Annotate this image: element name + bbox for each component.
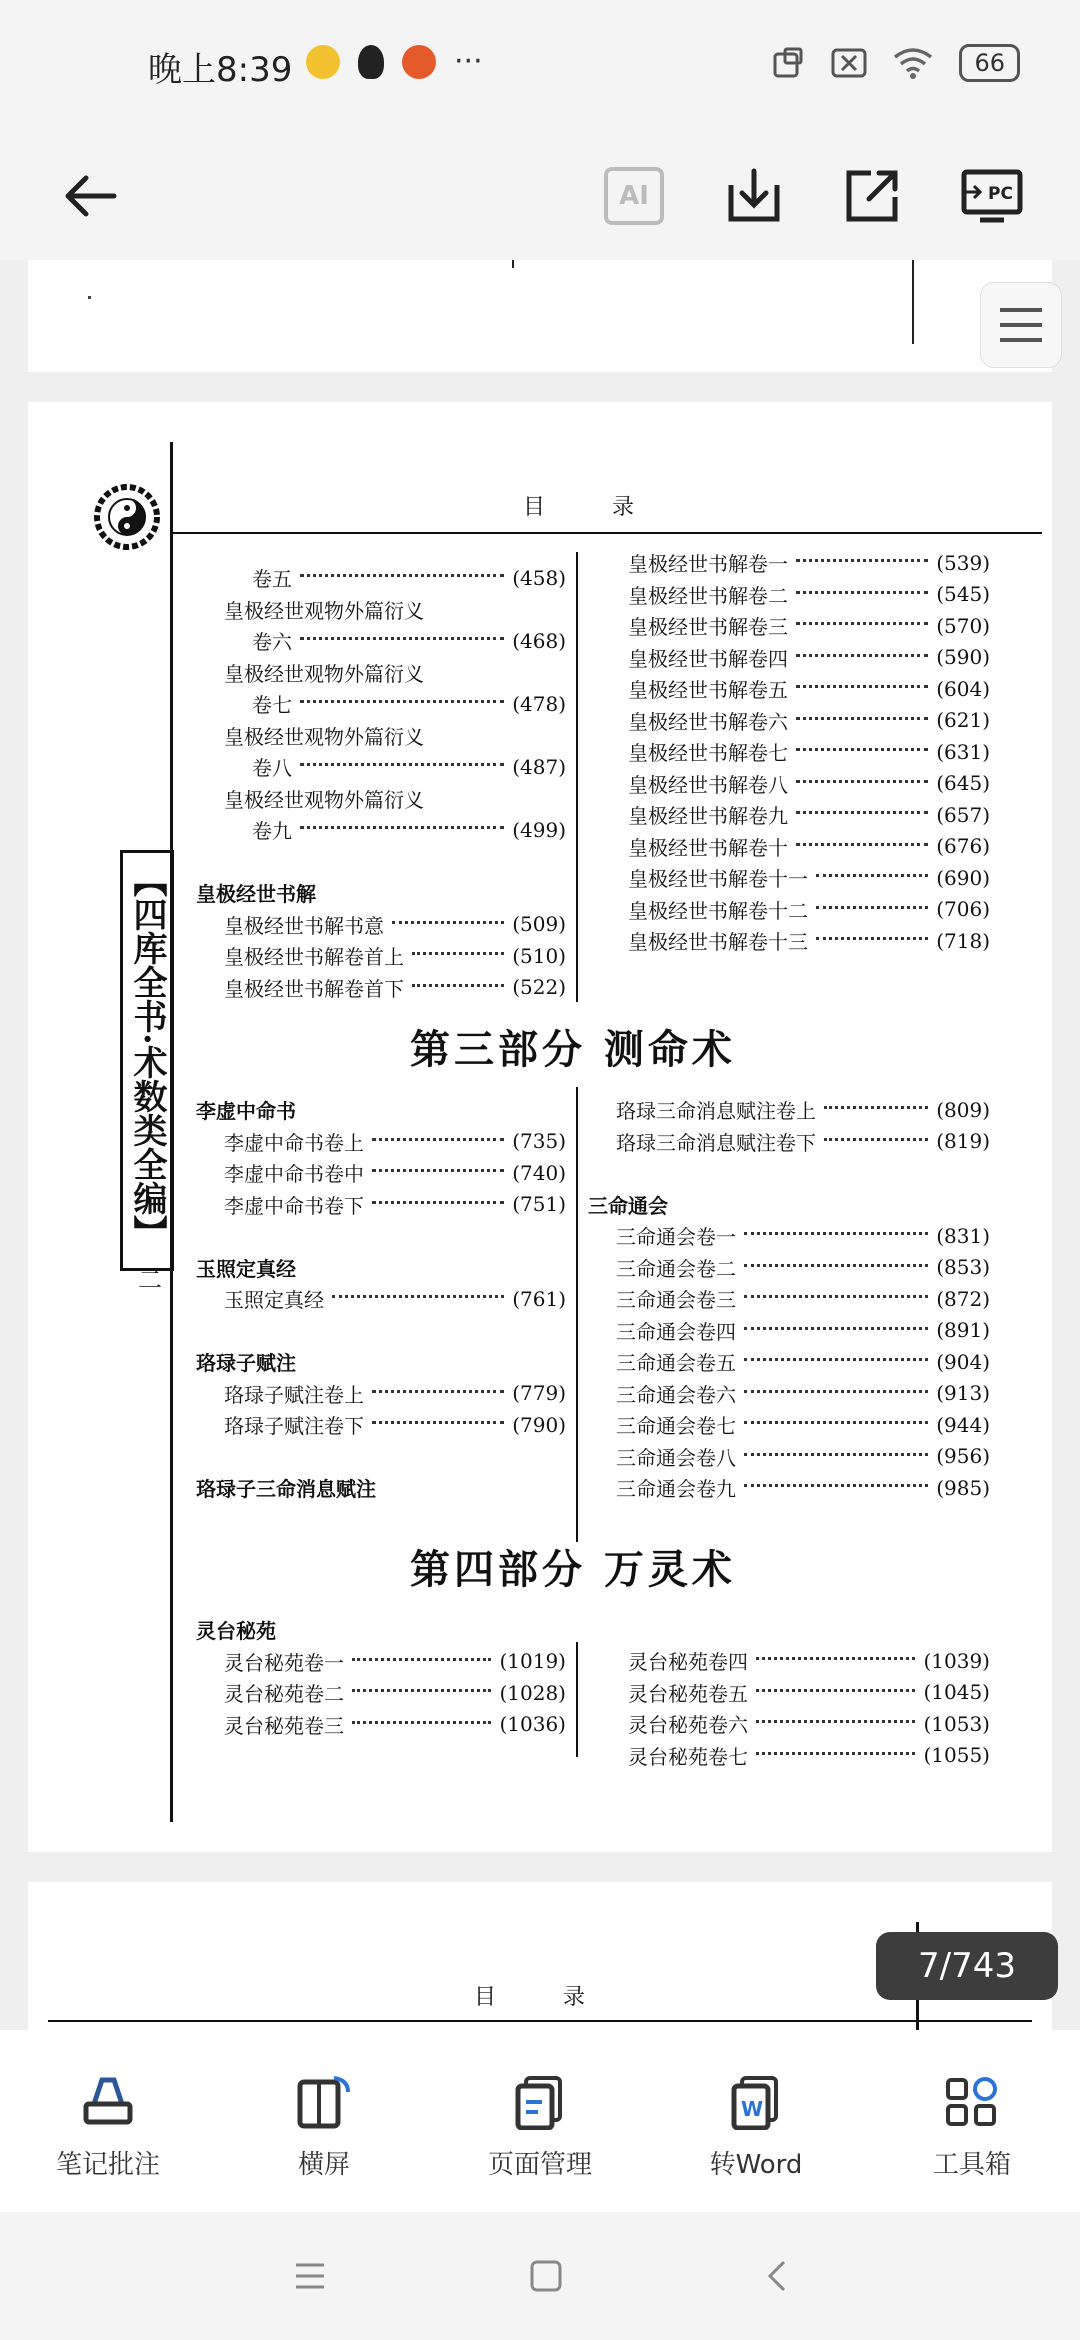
toc-entry <box>628 642 990 674</box>
toc-entry <box>588 1472 990 1504</box>
toc-page-number: (510) <box>512 943 566 968</box>
toc-page-number: (468) <box>512 628 566 653</box>
toc-spacer <box>196 846 566 878</box>
toc-entry <box>628 1740 990 1772</box>
taiji-bagua-logo <box>92 482 162 552</box>
toc-entry-title: 珞琭子三命消息赋注 <box>196 1477 376 1502</box>
toc-entry <box>628 736 990 768</box>
series-title-text: 【四库全书·术数类全编】 <box>127 863 167 1249</box>
toc-spacer <box>196 1220 566 1252</box>
toc-leader-dots <box>744 1358 928 1361</box>
toc-right-column-2 <box>588 1094 990 1504</box>
back-nav-icon[interactable] <box>764 2258 788 2294</box>
toc-entry <box>628 705 990 737</box>
toc-page-number: (1036) <box>499 1712 566 1737</box>
toc-entry-title: 卷九 <box>252 819 292 844</box>
toc-leader-dots <box>744 1232 928 1235</box>
page-indicator: 7/743 <box>876 1932 1058 2000</box>
toc-page-number: (522) <box>512 975 566 1000</box>
page-header: 目 录 <box>523 495 664 520</box>
toc-page-number: (956) <box>936 1444 990 1469</box>
toc-page-number: (913) <box>936 1381 990 1406</box>
toc-page-number: (604) <box>936 676 990 701</box>
toc-page-number: (478) <box>512 691 566 716</box>
toc-entry <box>196 720 566 752</box>
toc-entry-title: 灵台秘苑卷三 <box>224 1713 344 1738</box>
svg-text:W: W <box>741 2097 764 2121</box>
toc-left-column-3 <box>196 1614 566 1740</box>
toc-entry-title: 三命通会卷四 <box>616 1319 736 1344</box>
toc-entry <box>196 562 566 594</box>
toc-entry-title: 三命通会卷六 <box>616 1382 736 1407</box>
toc-entry <box>628 547 990 579</box>
toc-entry <box>628 579 990 611</box>
toc-entry-title: 三命通会卷三 <box>616 1288 736 1313</box>
toc-leader-dots <box>796 685 928 688</box>
arrow-left-icon <box>62 172 118 220</box>
toc-entry <box>196 1252 566 1284</box>
toc-entry <box>196 1677 566 1709</box>
toc-page-number: (761) <box>512 1286 566 1311</box>
toc-leader-dots <box>300 700 504 703</box>
toc-entry <box>196 1646 566 1678</box>
toc-entry <box>628 894 990 926</box>
toc-entry <box>588 1189 990 1221</box>
toc-entry <box>588 1283 990 1315</box>
toc-page-number: (735) <box>512 1129 566 1154</box>
toc-leader-dots <box>824 1106 928 1109</box>
toc-leader-dots <box>824 1138 928 1141</box>
toc-page-number: (645) <box>936 771 990 796</box>
notes-annotation-button[interactable] <box>0 2030 216 2212</box>
toc-page-number: (751) <box>512 1192 566 1217</box>
toc-entry <box>588 1220 990 1252</box>
toc-leader-dots <box>816 874 928 877</box>
toc-page-number: (904) <box>936 1349 990 1374</box>
status-bar <box>0 0 1080 130</box>
toc-entry-title: 卷八 <box>252 756 292 781</box>
toc-right-column-1 <box>628 547 990 957</box>
toc-page-number: (1039) <box>923 1648 990 1673</box>
toc-leader-dots <box>300 574 504 577</box>
no-sim-icon <box>831 48 867 78</box>
open-on-pc-button[interactable] <box>952 156 1032 236</box>
toc-page-number: (853) <box>936 1255 990 1280</box>
toc-leader-dots <box>796 654 928 657</box>
toc-leader-dots <box>372 1390 504 1393</box>
download-icon <box>725 167 783 225</box>
toc-leader-dots <box>796 811 928 814</box>
toc-entry-title: 珞琭三命消息赋注卷下 <box>616 1130 816 1155</box>
toc-entry <box>196 1346 566 1378</box>
home-icon[interactable] <box>528 2258 564 2294</box>
toc-entry <box>196 1283 566 1315</box>
toc-entry <box>196 814 566 846</box>
toc-entry <box>196 688 566 720</box>
download-button[interactable] <box>714 156 794 236</box>
nav-label: 转Word <box>709 2150 803 2180</box>
toc-leader-dots <box>744 1295 928 1298</box>
toc-entry <box>196 594 566 626</box>
toc-entry <box>628 673 990 705</box>
toc-entry-title: 皇极经世书解卷十二 <box>628 898 808 923</box>
recent-apps-icon[interactable] <box>292 2261 328 2291</box>
toc-right-column-3 <box>628 1645 990 1771</box>
toc-entry <box>588 1441 990 1473</box>
toc-entry-title: 皇极经世书解卷九 <box>628 804 788 829</box>
toc-entry <box>196 657 566 689</box>
toc-leader-dots <box>796 780 928 783</box>
toc-leader-dots <box>372 1421 504 1424</box>
pc-transfer-icon <box>960 168 1024 224</box>
more-notifications-icon: ··· <box>454 44 483 79</box>
toc-entry <box>628 925 990 957</box>
toc-entry-title: 三命通会卷七 <box>616 1414 736 1439</box>
toc-entry-title: 玉照定真经 <box>196 1256 296 1281</box>
toc-entry <box>588 1094 990 1126</box>
toc-entry-title: 皇极经世书解卷七 <box>628 741 788 766</box>
page-management-button[interactable] <box>432 2030 648 2212</box>
toc-entry-title: 珞琭三命消息赋注卷上 <box>616 1099 816 1124</box>
toc-entry <box>628 831 990 863</box>
toc-entry <box>196 1409 566 1441</box>
toc-entry-title: 李虚中命书卷中 <box>224 1162 364 1187</box>
toc-entry-title: 皇极经世书解 <box>196 882 316 907</box>
toc-entry-title: 灵台秘苑卷五 <box>628 1681 748 1706</box>
toc-leader-dots <box>372 1138 504 1141</box>
toc-entry-title: 李虚中命书 <box>196 1099 296 1124</box>
nav-label: 笔记批注 <box>55 2150 160 2180</box>
toc-entry <box>196 783 566 815</box>
toc-page-number: (872) <box>936 1286 990 1311</box>
hamburger-menu-icon <box>998 305 1044 345</box>
toc-leader-dots <box>372 1169 504 1172</box>
toc-page-number: (545) <box>936 582 990 607</box>
toc-leader-dots <box>756 1752 915 1755</box>
toc-entry-title: 灵台秘苑卷二 <box>224 1682 344 1707</box>
toc-entry-title: 三命通会卷一 <box>616 1225 736 1250</box>
toolbox-button[interactable] <box>864 2030 1080 2212</box>
toc-entry-title: 皇极经世书解卷十一 <box>628 867 808 892</box>
column-divider <box>576 552 578 1002</box>
toc-entry <box>196 877 566 909</box>
toc-page-number: (590) <box>936 645 990 670</box>
toc-entry-title: 皇极经世书解卷五 <box>628 678 788 703</box>
toc-entry-title: 三命通会卷八 <box>616 1445 736 1470</box>
toc-entry <box>628 768 990 800</box>
toc-entry-title: 皇极经世书解卷首下 <box>224 976 404 1001</box>
toc-entry <box>196 1094 566 1126</box>
toc-leader-dots <box>300 763 504 766</box>
toc-entry <box>196 972 566 1004</box>
toc-entry-title: 三命通会 <box>588 1193 668 1218</box>
toc-leader-dots <box>816 937 928 940</box>
system-navigation-bar <box>0 2212 1080 2340</box>
toc-entry <box>628 1677 990 1709</box>
toc-entry-title: 皇极经世观物外篇衍义 <box>224 598 424 623</box>
toc-entry-title: 皇极经世书解卷二 <box>628 583 788 608</box>
toc-page-number: (1019) <box>499 1649 566 1674</box>
toc-leader-dots <box>796 591 928 594</box>
toc-page-number: (509) <box>512 912 566 937</box>
toc-page-number: (657) <box>936 802 990 827</box>
column-divider <box>576 1642 578 1757</box>
qq-icon <box>358 45 384 79</box>
convert-to-word-button[interactable] <box>648 2030 864 2212</box>
toc-leader-dots <box>744 1264 928 1267</box>
app-notification-icon <box>402 45 436 79</box>
toc-leader-dots <box>352 1658 491 1661</box>
nav-label: 工具箱 <box>932 2150 1011 2180</box>
toc-leader-dots <box>744 1421 928 1424</box>
toc-entry-title: 三命通会卷二 <box>616 1256 736 1281</box>
next-page-header: 目 录 <box>474 1985 615 2010</box>
nav-label: 横屏 <box>297 2150 350 2180</box>
toc-entry-title: 皇极经世书解卷八 <box>628 772 788 797</box>
page-manage-icon <box>510 2074 570 2130</box>
toc-entry <box>628 862 990 894</box>
toc-page-number: (499) <box>512 817 566 842</box>
toc-entry <box>588 1126 990 1158</box>
toc-leader-dots <box>796 748 928 751</box>
toc-page-number: (891) <box>936 1318 990 1343</box>
toc-page-number: (487) <box>512 754 566 779</box>
toc-page-number: (458) <box>512 565 566 590</box>
toc-page-number: (809) <box>936 1097 990 1122</box>
toc-entry <box>196 1614 566 1646</box>
toc-leader-dots <box>352 1689 491 1692</box>
ai-assistant-button[interactable] <box>594 156 674 236</box>
toc-entry <box>628 610 990 642</box>
toc-page-number: (539) <box>936 550 990 575</box>
toc-leader-dots <box>796 717 928 720</box>
toc-entry-title: 皇极经世书解书意 <box>224 913 384 938</box>
toc-page-number: (706) <box>936 897 990 922</box>
toc-page-number: (831) <box>936 1223 990 1248</box>
toc-page-number: (819) <box>936 1129 990 1154</box>
toc-left-column-2 <box>196 1094 566 1504</box>
toc-entry-title: 皇极经世书解卷首上 <box>224 945 404 970</box>
toc-page-number: (1028) <box>499 1680 566 1705</box>
toc-page-number: (570) <box>936 613 990 638</box>
toc-leader-dots <box>756 1689 915 1692</box>
toc-entry-title: 皇极经世书解卷四 <box>628 646 788 671</box>
toc-page <box>28 402 1052 1852</box>
toc-entry-title: 皇极经世书解卷十 <box>628 835 788 860</box>
toc-entry-title: 卷六 <box>252 630 292 655</box>
toc-page-number: (1055) <box>923 1743 990 1768</box>
toolbox-icon <box>942 2074 1002 2130</box>
toc-entry <box>196 1126 566 1158</box>
section-title-part3: 第三部分 测命术 <box>410 1026 736 1073</box>
toc-entry-title: 珞琭子赋注卷下 <box>224 1414 364 1439</box>
toc-entry-title: 珞琭子赋注卷上 <box>224 1382 364 1407</box>
toc-entry-title: 皇极经世观物外篇衍义 <box>224 661 424 686</box>
toc-entry-title: 灵台秘苑卷一 <box>224 1650 344 1675</box>
toc-entry <box>588 1252 990 1284</box>
pen-annotate-icon <box>78 2074 138 2130</box>
toc-page-number: (676) <box>936 834 990 859</box>
word-convert-icon <box>726 2074 786 2130</box>
landscape-button[interactable] <box>216 2030 432 2212</box>
previous-page-fragment <box>28 260 1052 372</box>
toc-entry-title: 三命通会卷五 <box>616 1351 736 1376</box>
toc-entry-title: 灵台秘苑卷六 <box>628 1713 748 1738</box>
svg-text:PC: PC <box>988 184 1013 204</box>
toc-entry <box>588 1315 990 1347</box>
toc-entry-title: 珞琭子赋注 <box>196 1351 296 1376</box>
toc-entry <box>196 751 566 783</box>
battery-indicator: 66 <box>959 44 1020 82</box>
toc-entry <box>196 1472 566 1504</box>
toc-entry <box>588 1409 990 1441</box>
toc-page-number: (1045) <box>923 1680 990 1705</box>
toc-leader-dots <box>332 1295 504 1298</box>
toc-leader-dots <box>756 1657 915 1660</box>
outline-menu-button[interactable] <box>980 282 1062 368</box>
toc-left-column-1 <box>196 562 566 1003</box>
toc-entry-title: 玉照定真经 <box>224 1288 324 1313</box>
top-toolbar <box>0 130 1080 260</box>
page-number: 二 <box>138 1266 162 1294</box>
toc-leader-dots <box>744 1390 928 1393</box>
toc-page-number: (790) <box>512 1412 566 1437</box>
header-rule <box>170 532 1042 534</box>
toc-entry <box>196 1157 566 1189</box>
toc-entry <box>588 1378 990 1410</box>
toc-page-number: (944) <box>936 1412 990 1437</box>
book-series-title <box>120 850 174 1271</box>
toc-leader-dots <box>392 921 504 924</box>
toc-entry-title: 灵台秘苑卷七 <box>628 1744 748 1769</box>
toc-entry-title: 灵台秘苑卷四 <box>628 1650 748 1675</box>
toc-leader-dots <box>796 559 928 562</box>
toc-entry <box>196 940 566 972</box>
next-page-rule <box>48 2020 1032 2022</box>
toc-page-number: (779) <box>512 1381 566 1406</box>
wifi-icon <box>893 47 933 79</box>
ai-icon: AI <box>604 167 664 225</box>
toc-leader-dots <box>796 843 928 846</box>
toc-entry-title: 灵台秘苑 <box>196 1619 276 1644</box>
toc-entry <box>628 799 990 831</box>
music-app-icon <box>306 45 340 79</box>
toc-leader-dots <box>352 1721 491 1724</box>
toc-entry-title: 卷五 <box>252 567 292 592</box>
rotate-screen-icon <box>294 2074 354 2130</box>
toc-entry <box>196 1378 566 1410</box>
toc-page-number: (1053) <box>923 1711 990 1736</box>
column-divider <box>576 1087 578 1542</box>
toc-leader-dots <box>412 952 504 955</box>
toc-leader-dots <box>744 1327 928 1330</box>
back-button[interactable] <box>50 156 130 236</box>
toc-entry <box>588 1346 990 1378</box>
toc-page-number: (631) <box>936 739 990 764</box>
toc-page-number: (718) <box>936 928 990 953</box>
toc-entry-title: 皇极经世书解卷一 <box>628 552 788 577</box>
toc-entry-title: 皇极经世书解卷三 <box>628 615 788 640</box>
toc-spacer <box>588 1157 990 1189</box>
toc-entry-title: 卷七 <box>252 693 292 718</box>
toc-entry <box>196 625 566 657</box>
toc-leader-dots <box>300 637 504 640</box>
nav-label: 页面管理 <box>487 2150 592 2180</box>
toc-entry <box>196 909 566 941</box>
toc-leader-dots <box>300 826 504 829</box>
toc-page-number: (621) <box>936 708 990 733</box>
toc-entry <box>628 1645 990 1677</box>
toc-page-number: (690) <box>936 865 990 890</box>
status-time: 晚上8:39 <box>148 50 293 90</box>
toc-page-number: (740) <box>512 1160 566 1185</box>
toc-spacer <box>196 1441 566 1473</box>
toc-entry <box>196 1189 566 1221</box>
screen-cast-icon <box>771 46 805 80</box>
toc-entry-title: 李虚中命书卷下 <box>224 1193 364 1218</box>
toc-leader-dots <box>372 1201 504 1204</box>
section-title-part4: 第四部分 万灵术 <box>410 1546 736 1593</box>
toc-page-number: (985) <box>936 1475 990 1500</box>
toc-entry-title: 皇极经世观物外篇衍义 <box>224 724 424 749</box>
toc-entry <box>196 1709 566 1741</box>
toc-entry-title: 皇极经世书解卷六 <box>628 709 788 734</box>
toc-entry <box>628 1708 990 1740</box>
toc-leader-dots <box>412 984 504 987</box>
notification-icons <box>306 44 483 79</box>
toc-entry-title: 皇极经世书解卷十三 <box>628 930 808 955</box>
toc-leader-dots <box>796 622 928 625</box>
toc-entry-title: 李虚中命书卷上 <box>224 1130 364 1155</box>
system-status-icons <box>771 44 1020 82</box>
toc-spacer <box>196 1315 566 1347</box>
share-icon <box>843 167 901 225</box>
share-button[interactable] <box>832 156 912 236</box>
toc-entry-title: 皇极经世观物外篇衍义 <box>224 787 424 812</box>
bottom-toolbar <box>0 2030 1080 2212</box>
document-viewer[interactable] <box>0 260 1080 2030</box>
toc-leader-dots <box>744 1453 928 1456</box>
toc-entry-title: 三命通会卷九 <box>616 1477 736 1502</box>
toc-leader-dots <box>816 906 928 909</box>
toc-leader-dots <box>744 1484 928 1487</box>
toc-leader-dots <box>756 1720 915 1723</box>
